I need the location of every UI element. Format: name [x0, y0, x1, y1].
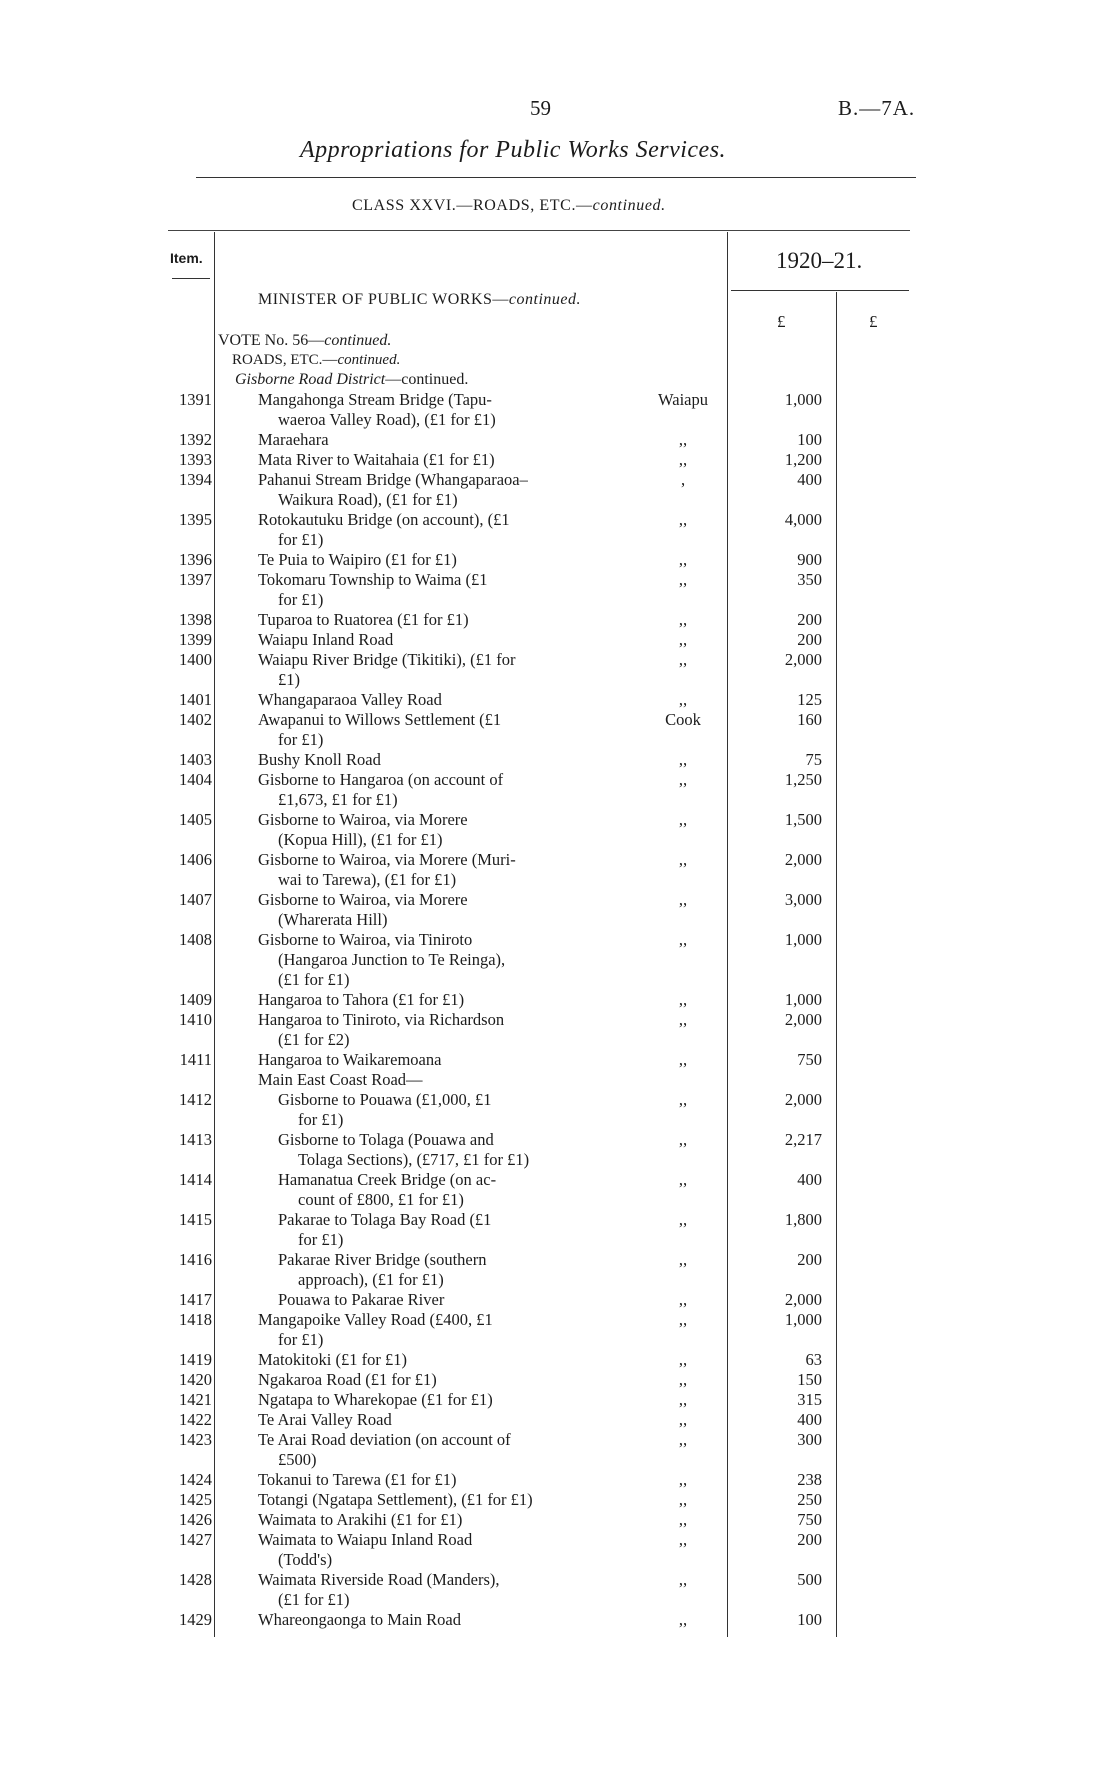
table-row: [0, 1130, 1114, 1170]
item-description-continuation: Tolaga Sections), (£717, £1 for £1): [298, 1150, 530, 1169]
item-amount: 238: [797, 1470, 822, 1489]
item-description: [258, 890, 603, 930]
item-header-rule: [172, 278, 210, 279]
item-description: [258, 1410, 603, 1430]
item-location: ,,: [678, 1290, 688, 1309]
roads-heading-continued: continued.: [337, 352, 401, 368]
pound-header-2: £: [869, 312, 878, 331]
item-number: 1394: [179, 470, 212, 489]
item-location: ,,: [678, 930, 688, 949]
item-location: ,,: [678, 1010, 688, 1029]
item-description: [258, 650, 603, 690]
table-row: [0, 470, 1114, 510]
item-location: Waiapu: [658, 390, 708, 409]
item-amount: 1,500: [784, 810, 822, 829]
item-location: ,,: [678, 770, 688, 789]
item-amount: 200: [797, 1530, 822, 1549]
item-location: ,,: [678, 990, 688, 1009]
item-description: [258, 430, 603, 450]
item-description-line: Gisborne to Tolaga (Pouawa and: [278, 1130, 494, 1149]
item-number: 1414: [179, 1170, 212, 1189]
district-heading: [235, 371, 468, 389]
vote-heading-continued: continued.: [324, 332, 392, 349]
item-description-line: Te Puia to Waipiro (£1 for £1): [258, 550, 457, 569]
item-description-line: Pakarae to Tolaga Bay Road (£1: [278, 1210, 492, 1229]
item-amount: 400: [797, 1170, 822, 1189]
item-description: [258, 1610, 603, 1630]
appropriation-items: [0, 390, 1114, 1630]
table-row: [0, 1210, 1114, 1250]
item-description-continuation: Waikura Road), (£1 for £1): [278, 490, 458, 509]
pound-header-1: £: [777, 312, 786, 331]
item-location: ,,: [678, 630, 688, 649]
item-description: [278, 1290, 603, 1310]
item-description-line: Pouawa to Pakarae River: [278, 1290, 445, 1309]
page-title: Appropriations for Public Works Services.: [300, 137, 727, 163]
item-number: 1425: [179, 1490, 212, 1509]
item-description-continuation: £1): [278, 670, 300, 689]
item-description-line: Mangapoike Valley Road (£400, £1: [258, 1310, 493, 1329]
item-location: ,,: [678, 450, 688, 469]
table-row: [0, 630, 1114, 650]
item-amount: 63: [805, 1350, 822, 1369]
item-number: 1408: [179, 930, 212, 949]
district-heading-continued: —continued.: [385, 371, 469, 388]
item-amount: 2,000: [784, 650, 822, 669]
table-row: [0, 930, 1114, 990]
roads-heading-text: ROADS, ETC.—: [232, 352, 338, 368]
item-number: 1402: [179, 710, 212, 729]
item-description-line: Gisborne to Wairoa, via Morere: [258, 810, 468, 829]
document-reference: B.—7A.: [838, 96, 916, 120]
item-description-line: Hangaroa to Tiniroto, via Richardson: [258, 1010, 505, 1029]
page-number: 59: [530, 96, 551, 120]
table-top-rule: [168, 230, 910, 231]
item-description-continuation: for £1): [278, 1330, 324, 1349]
item-number: 1406: [179, 850, 212, 869]
item-location: ,,: [678, 570, 688, 589]
class-heading-text: CLASS XXVI.—ROADS, ETC.—: [352, 197, 593, 214]
table-row: [0, 390, 1114, 430]
item-description: [258, 750, 603, 770]
table-row: [0, 510, 1114, 550]
item-description-line: Totangi (Ngatapa Settlement), (£1 for £1): [258, 1490, 533, 1509]
item-location: ,,: [678, 1570, 688, 1589]
table-row: [0, 1510, 1114, 1530]
item-description-line: Matokitoki (£1 for £1): [258, 1350, 407, 1369]
item-location: ,: [680, 470, 686, 489]
item-amount: 160: [797, 710, 822, 729]
item-amount: 1,000: [784, 1310, 822, 1329]
item-number: 1417: [179, 1290, 212, 1309]
title-rule: [196, 177, 916, 178]
table-row: [0, 1610, 1114, 1630]
item-description: [278, 1090, 603, 1130]
item-number: 1422: [179, 1410, 212, 1429]
item-location: ,,: [678, 610, 688, 629]
roads-heading: [232, 352, 400, 369]
table-row: [0, 1170, 1114, 1210]
item-location: ,,: [678, 550, 688, 569]
item-number: 1396: [179, 550, 212, 569]
item-amount: 125: [797, 690, 822, 709]
item-number: 1429: [179, 1610, 212, 1629]
table-row: [0, 710, 1114, 750]
table-row: [0, 1530, 1114, 1570]
item-description: [258, 710, 603, 750]
table-row: [0, 1470, 1114, 1490]
item-description-line: Gisborne to Wairoa, via Morere (Muri-: [258, 850, 516, 869]
table-row: [0, 1410, 1114, 1430]
item-number: 1403: [179, 750, 212, 769]
item-amount: 200: [797, 1250, 822, 1269]
item-amount: 1,000: [784, 930, 822, 949]
table-row: [0, 810, 1114, 850]
item-amount: 300: [797, 1430, 822, 1449]
item-description: [258, 570, 603, 610]
item-location: ,,: [678, 1350, 688, 1369]
item-description-line: Gisborne to Wairoa, via Tiniroto: [258, 930, 473, 949]
table-row: [0, 990, 1114, 1010]
item-location: ,,: [678, 1130, 688, 1149]
minister-heading: [258, 291, 581, 309]
item-description: [258, 550, 603, 570]
item-number: 1405: [179, 810, 212, 829]
item-description-line: Pahanui Stream Bridge (Whangaparaoa–: [258, 470, 528, 489]
item-description-continuation: waeroa Valley Road), (£1 for £1): [278, 410, 496, 429]
item-location: ,,: [678, 650, 688, 669]
district-heading-text: Gisborne Road District: [235, 371, 386, 388]
table-row: [0, 650, 1114, 690]
item-location: ,,: [678, 1490, 688, 1509]
item-number: 1423: [179, 1430, 212, 1449]
item-number: 1415: [179, 1210, 212, 1229]
item-description-continuation: for £1): [298, 1110, 344, 1129]
item-description-line: Waiapu Inland Road: [258, 630, 394, 649]
item-location: ,,: [678, 1090, 688, 1109]
item-description: [258, 1050, 603, 1070]
item-number: 1407: [179, 890, 212, 909]
item-number: 1398: [179, 610, 212, 629]
item-location: ,,: [678, 750, 688, 769]
table-row: [0, 690, 1114, 710]
item-description: [258, 510, 603, 550]
item-description: [258, 1430, 603, 1470]
item-description-line: Tokanui to Tarewa (£1 for £1): [258, 1470, 457, 1489]
item-description: [258, 1390, 603, 1410]
item-number: 1400: [179, 650, 212, 669]
item-description-line: Pakarae River Bridge (southern: [278, 1250, 487, 1269]
table-row: [0, 1350, 1114, 1370]
item-description-continuation: approach), (£1 for £1): [298, 1270, 444, 1289]
item-number: 1397: [179, 570, 212, 589]
year-header-rule: [731, 290, 909, 291]
item-description-line: Hangaroa to Tahora (£1 for £1): [258, 990, 465, 1009]
item-amount: 400: [797, 470, 822, 489]
item-number: 1426: [179, 1510, 212, 1529]
item-number: 1419: [179, 1350, 212, 1369]
item-location: ,,: [678, 1310, 688, 1329]
item-description: [258, 690, 603, 710]
item-amount: 400: [797, 1410, 822, 1429]
item-amount: 4,000: [784, 510, 822, 529]
item-description-continuation: count of £800, £1 for £1): [298, 1190, 464, 1209]
table-row: [0, 850, 1114, 890]
item-description: [258, 610, 603, 630]
table-row: [0, 1390, 1114, 1410]
table-row: [0, 1070, 1114, 1090]
item-description: [258, 390, 603, 430]
table-row: [0, 570, 1114, 610]
item-description-line: Tokomaru Township to Waima (£1: [258, 570, 488, 589]
item-description-continuation: (Todd's): [278, 1550, 333, 1569]
item-amount: 100: [797, 1610, 822, 1629]
class-heading: [352, 197, 666, 215]
item-number: 1399: [179, 630, 212, 649]
item-amount: 900: [797, 550, 822, 569]
item-location: ,,: [678, 1530, 688, 1549]
item-amount: 3,000: [784, 890, 822, 909]
item-description-continuation: for £1): [298, 1230, 344, 1249]
table-row: [0, 450, 1114, 470]
item-location: Cook: [665, 710, 701, 729]
item-amount: 1,200: [784, 450, 822, 469]
item-description-line: Rotokautuku Bridge (on account), (£1: [258, 510, 510, 529]
item-description: [278, 1250, 603, 1290]
item-description: [258, 990, 603, 1010]
item-description: [258, 470, 603, 510]
item-location: ,,: [678, 1390, 688, 1409]
item-description: [258, 1530, 603, 1570]
table-row: [0, 1250, 1114, 1290]
item-number: 1424: [179, 1470, 212, 1489]
item-description: [258, 1070, 603, 1090]
item-number: 1401: [179, 690, 212, 709]
vote-heading: [218, 332, 391, 350]
item-location: ,,: [678, 850, 688, 869]
item-number: 1392: [179, 430, 212, 449]
item-description: [258, 850, 603, 890]
item-number: 1413: [179, 1130, 212, 1149]
item-location: ,,: [678, 1250, 688, 1269]
item-location: ,,: [678, 510, 688, 529]
item-description-line: Gisborne to Wairoa, via Morere: [258, 890, 468, 909]
item-description: [278, 1130, 603, 1170]
item-description-line: Whareongaonga to Main Road: [258, 1610, 461, 1629]
item-description: [258, 450, 603, 470]
item-description-continuation: £1,673, £1 for £1): [278, 790, 398, 809]
table-row: [0, 1490, 1114, 1510]
item-description: [258, 1490, 603, 1510]
item-description-line: Mata River to Waitahaia (£1 for £1): [258, 450, 495, 469]
table-row: [0, 1010, 1114, 1050]
item-description: [258, 1570, 603, 1610]
item-description: [278, 1210, 603, 1250]
item-number: 1404: [179, 770, 212, 789]
item-description-continuation: (Kopua Hill), (£1 for £1): [278, 830, 443, 849]
item-description-continuation: (Hangaroa Junction to Te Reinga),: [278, 950, 506, 969]
item-description-line: Waimata Riverside Road (Manders),: [258, 1570, 500, 1589]
item-number: 1428: [179, 1570, 212, 1589]
item-description: [258, 770, 603, 810]
item-description-line: Te Arai Road deviation (on account of: [258, 1430, 511, 1449]
item-description: [258, 1470, 603, 1490]
item-amount: 100: [797, 430, 822, 449]
vote-heading-text: VOTE No. 56—: [218, 332, 325, 349]
item-description-line: Waimata to Waiapu Inland Road: [258, 1530, 473, 1549]
item-amount: 250: [797, 1490, 822, 1509]
item-number: 1411: [179, 1050, 212, 1069]
item-description-line: Awapanui to Willows Settlement (£1: [258, 710, 502, 729]
item-number: 1391: [179, 390, 212, 409]
item-description-line: Hangaroa to Waikaremoana: [258, 1050, 442, 1069]
year-column-header: 1920–21.: [776, 248, 863, 273]
item-amount: 1,000: [784, 990, 822, 1009]
item-location: ,,: [678, 1430, 688, 1449]
item-amount: 315: [797, 1390, 822, 1409]
item-location: ,,: [678, 1170, 688, 1189]
item-description-line: Gisborne to Hangaroa (on account of: [258, 770, 504, 789]
item-location: ,,: [678, 430, 688, 449]
item-description: [258, 1310, 603, 1350]
item-location: ,,: [678, 1370, 688, 1389]
item-number: 1420: [179, 1370, 212, 1389]
item-location: ,,: [678, 1210, 688, 1229]
item-description-line: Ngatapa to Wharekopae (£1 for £1): [258, 1390, 493, 1409]
item-description-line: Te Arai Valley Road: [258, 1410, 392, 1429]
table-row: [0, 750, 1114, 770]
item-amount: 200: [797, 630, 822, 649]
item-amount: 2,000: [784, 850, 822, 869]
item-amount: 150: [797, 1370, 822, 1389]
item-column-header: Item.: [170, 250, 203, 266]
item-amount: 2,000: [784, 1090, 822, 1109]
table-row: [0, 1570, 1114, 1610]
item-description-line: Whangaparaoa Valley Road: [258, 690, 442, 709]
item-description: [258, 1010, 603, 1050]
item-location: ,,: [678, 1050, 688, 1069]
item-description-continuation: for £1): [278, 530, 324, 549]
item-location: ,,: [678, 690, 688, 709]
item-number: 1416: [179, 1250, 212, 1269]
item-number: 1410: [179, 1010, 212, 1029]
item-number: 1395: [179, 510, 212, 529]
item-number: 1427: [179, 1530, 212, 1549]
item-description: [278, 1170, 603, 1210]
item-location: ,,: [678, 890, 688, 909]
item-amount: 1,000: [784, 390, 822, 409]
item-location: ,,: [678, 1470, 688, 1489]
item-location: ,,: [678, 1610, 688, 1629]
item-description: [258, 810, 603, 850]
table-row: [0, 1290, 1114, 1310]
item-description-line: Gisborne to Pouawa (£1,000, £1: [278, 1090, 492, 1109]
item-description-line: Tuparoa to Ruatorea (£1 for £1): [258, 610, 469, 629]
item-description-line: Hamanatua Creek Bridge (on ac-: [278, 1170, 497, 1189]
item-description: [258, 1370, 603, 1390]
item-description: [258, 1510, 603, 1530]
item-amount: 1,250: [784, 770, 822, 789]
item-amount: 75: [805, 750, 822, 769]
table-row: [0, 770, 1114, 810]
item-location: ,,: [678, 1510, 688, 1529]
item-description-continuation: (£1 for £1): [278, 970, 350, 989]
item-description: [258, 1350, 603, 1370]
item-number: 1421: [179, 1390, 212, 1409]
item-amount: 200: [797, 610, 822, 629]
item-description-line: Maraehara: [258, 430, 329, 449]
table-row: [0, 1370, 1114, 1390]
item-number: 1409: [179, 990, 212, 1009]
item-description-continuation: wai to Tarewa), (£1 for £1): [278, 870, 457, 889]
item-description: [258, 930, 603, 990]
item-amount: 350: [797, 570, 822, 589]
item-description: [258, 630, 603, 650]
item-amount: 500: [797, 1570, 822, 1589]
item-number: 1393: [179, 450, 212, 469]
item-number: 1418: [179, 1310, 212, 1329]
item-description-continuation: for £1): [278, 590, 324, 609]
item-amount: 2,217: [784, 1130, 822, 1149]
minister-heading-continued: continued.: [508, 291, 581, 308]
item-location: ,,: [678, 1410, 688, 1429]
class-heading-continued: continued.: [592, 197, 666, 214]
item-amount: 750: [797, 1050, 822, 1069]
item-amount: 750: [797, 1510, 822, 1529]
item-description-line: Main East Coast Road—: [258, 1070, 423, 1089]
item-description-line: Mangahonga Stream Bridge (Tapu-: [258, 390, 492, 409]
table-row: [0, 1310, 1114, 1350]
item-description-line: Bushy Knoll Road: [258, 750, 381, 769]
item-description-line: Ngakaroa Road (£1 for £1): [258, 1370, 437, 1389]
table-row: [0, 890, 1114, 930]
item-amount: 2,000: [784, 1010, 822, 1029]
item-description-continuation: (£1 for £2): [278, 1030, 350, 1049]
table-row: [0, 550, 1114, 570]
item-description-continuation: (£1 for £1): [278, 1590, 350, 1609]
item-description-line: Waiapu River Bridge (Tikitiki), (£1 for: [258, 650, 516, 669]
item-amount: 2,000: [784, 1290, 822, 1309]
table-row: [0, 1090, 1114, 1130]
table-row: [0, 430, 1114, 450]
item-description-continuation: for £1): [278, 730, 324, 749]
table-row: [0, 1430, 1114, 1470]
item-amount: 1,800: [784, 1210, 822, 1229]
table-row: [0, 610, 1114, 630]
minister-heading-text: MINISTER OF PUBLIC WORKS—: [258, 291, 509, 308]
item-description-continuation: £500): [278, 1450, 317, 1469]
item-location: ,,: [678, 810, 688, 829]
item-description-line: Waimata to Arakihi (£1 for £1): [258, 1510, 463, 1529]
item-number: 1412: [179, 1090, 212, 1109]
table-row: [0, 1050, 1114, 1070]
item-description-continuation: (Wharerata Hill): [278, 910, 388, 929]
